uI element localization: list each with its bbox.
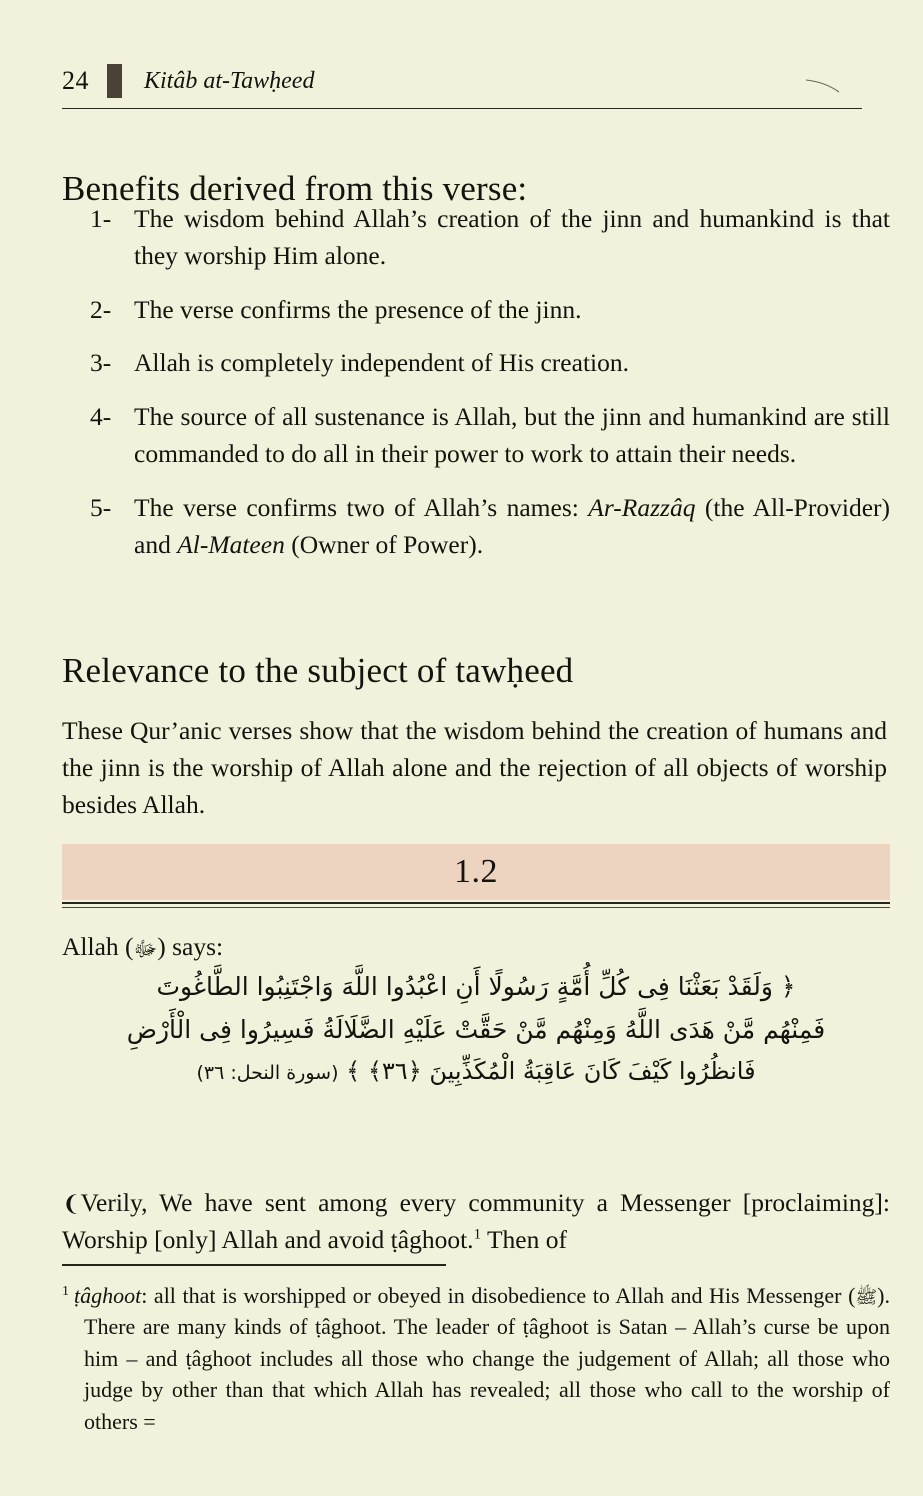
arabic-line: فَمِنْهُم مَّنْ هَدَى اللَّهُ وَمِنْهُم مَّنْ حَقَّتْ عَلَيْهِ الضَّلَالَةُ فَسِيرُوا فِى الْأَرْضِ [126,1015,826,1044]
list-item-text: The verse confirms two of Allah’s names: Ar-Razzâq (the All-Provider) and Al-Mateen (Owner of Power). [134,492,890,560]
list-item-marker: 3- [90,348,112,378]
list-item-text: The wisdom behind Allah’s creation of the jinn and humankind is that they worship Him alone. [134,204,890,271]
book-title: Kitâb at-Tawḥeed [144,67,315,94]
page-number: 24 [62,66,89,95]
list-item-marker: 1- [90,204,112,233]
footnote-text: $^1$ ṭâghoot: all that is worshipped or obeyed in disobedience to Allah and His Messenger (ﷺ). There are many kinds of ṭâghoot. The leader of ṭâghoot is Satan – Allah’s curse be upon him – and ṭâghoot includes all those who change the judgement of Allah; all those who judge by other than that which Allah has revealed; all those who call to the worship of others = [62,1283,890,1434]
list-item [90,291,890,328]
header-bar-ornament [107,64,122,98]
list-item [90,344,890,381]
list-item-marker: 4- [90,401,112,431]
allah-says-line: Allah (ﷻ) says: [62,932,223,966]
list-item-text: The source of all sustenance is Allah, but the jinn and humankind are still commanded to do all in their power to work to attain their needs. [134,401,890,469]
quote-open-icon: ❨ [62,1191,81,1217]
surah-reference: (سورة النحل: ٣٦) [196,1062,339,1084]
footnote-block [62,1280,890,1437]
arabic-line: ﴿ وَلَقَدْ بَعَثْنَا فِى كُلِّ أُمَّةٍ رَسُولًا أَنِ اعْبُدُوا اللَّهَ وَاجْتَنِبُوا الطَّاغُوتَ [156,972,796,1001]
benefits-list [90,200,890,580]
divine-name-2: Al-Mateen [177,530,285,560]
jalla-jalaaluhu-icon: ﷻ [133,937,158,961]
list-item [90,489,890,564]
list-item-marker: 5- [90,492,112,522]
quran-translation: ❨Verily, We have sent among every community a Messenger [proclaiming]: Worship [only] Allah and avoid ṭâghoot.$^1$ Then of [62,1187,890,1254]
heading-relevance: Relevance to the subject of tawḥeed [62,651,574,691]
quran-arabic-block [62,965,890,1092]
section-number: 1.2 [454,853,498,890]
list-item-text: Allah is completely independent of His creation. [134,348,629,378]
header-divider [62,108,862,109]
relevance-paragraph: These Qur’anic verses show that the wisdom behind the creation of humans and the jinn is the worship of Allah alone and the rejection of all objects of worship besides Allah. [62,715,887,820]
list-item [90,200,890,275]
arabic-line: فَانظُرُوا كَيْفَ كَانَ عَاقِبَةُ الْمُكَذِّبِينَ ﴿٣٦﴾ ﴾ (سورة النحل: ٣٦) [196,1057,756,1085]
section-band-divider-secondary [62,907,890,908]
footnote-term: ṭâghoot [74,1283,142,1308]
heading-benefits: Benefits derived from this verse: [62,169,528,209]
footnote-divider [62,1264,446,1266]
footnote-reference: 1 [473,1226,482,1243]
list-item-text: The verse confirms the presence of the jinn. [134,294,582,324]
section-band-divider [62,902,890,904]
list-item-marker: 2- [90,294,112,324]
divine-name-1: Ar-Razzâq [588,492,696,522]
list-item [90,398,890,473]
sallallahu-alayhi-wasallam-icon: ﷺ [855,1287,878,1308]
running-header [62,58,862,104]
section-number-band [62,844,890,900]
footnote-marker: 1 [62,1283,69,1299]
